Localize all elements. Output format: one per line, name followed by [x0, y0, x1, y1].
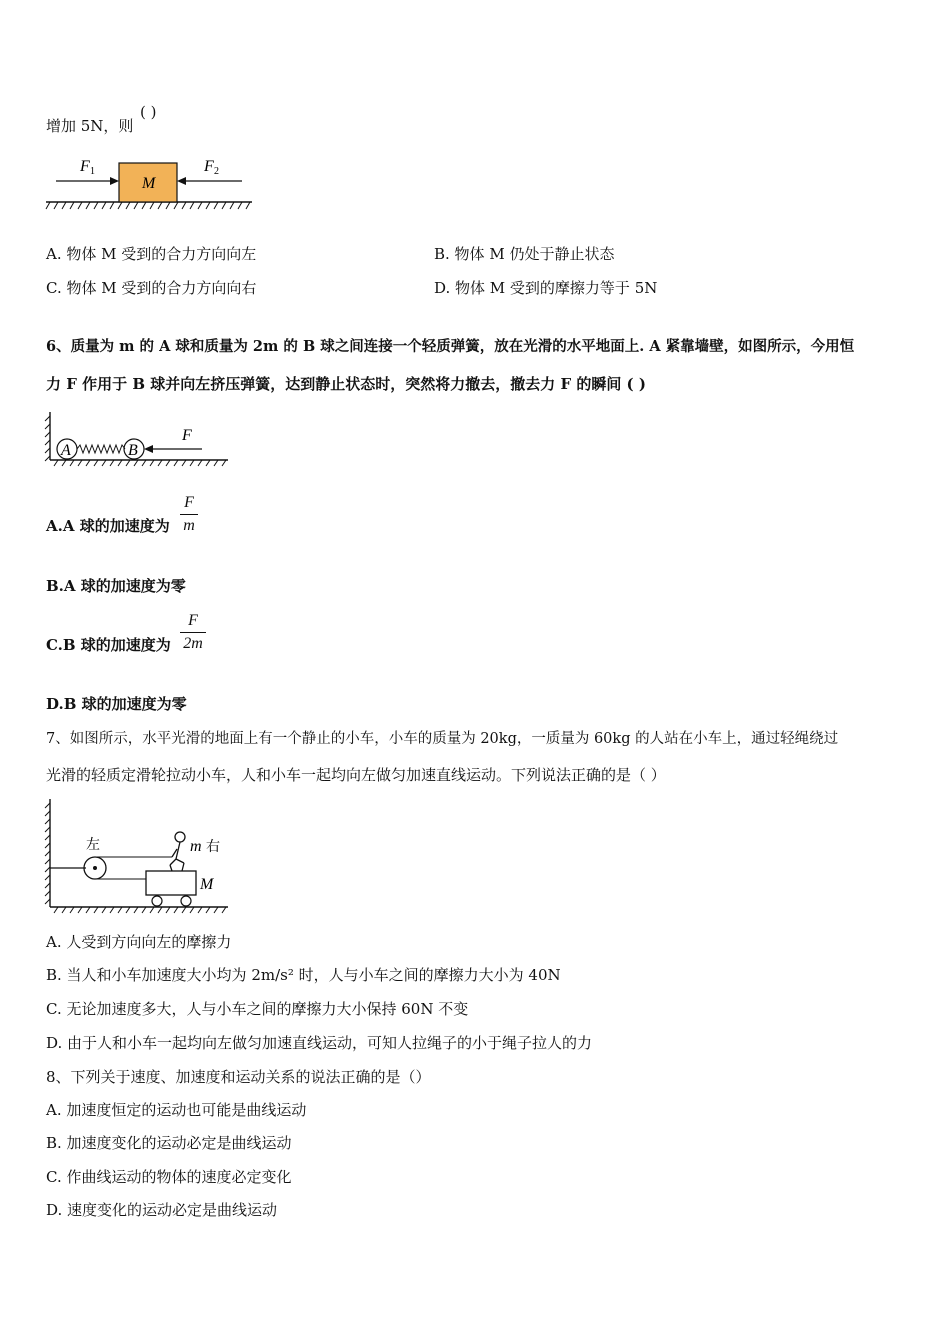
q7-pulley-figure: [44, 797, 234, 915]
q6-stem-line1: 6、质量为 m 的 A 球和质量为 2m 的 B 球之间连接一个轻质弹簧，放在光滑的水平地面上. A 紧靠墙壁，如图所示，今用恒: [46, 338, 855, 355]
q6-option-a-denominator: m: [183, 517, 195, 534]
q5-option-a: A. 物体 M 受到的合力方向向左: [46, 245, 257, 263]
q5-option-d: D. 物体 M 受到的摩擦力等于 5N: [434, 279, 658, 297]
force-f1-label: F: [80, 158, 90, 175]
q6-option-c-denominator: 2m: [183, 635, 203, 652]
label-right: 右: [206, 839, 220, 855]
q6-option-b: B.A 球的加速度为零: [46, 577, 186, 595]
person-m-label: m: [190, 838, 202, 855]
q6-option-c-numerator: F: [188, 612, 198, 629]
q6-option-c-fraction: [180, 612, 206, 653]
q5-option-b: B. 物体 M 仍处于静止状态: [434, 245, 615, 263]
cart-m-label: M: [200, 876, 214, 893]
force-f-label: F: [182, 427, 192, 444]
q5-answer-paren: ( ): [140, 103, 157, 121]
q8-option-d: D. 速度变化的运动必定是曲线运动: [46, 1201, 278, 1219]
q6-option-a-fraction: [180, 494, 198, 535]
q7-option-a: A. 人受到方向向左的摩擦力: [46, 933, 232, 951]
q6-option-a-numerator: F: [184, 494, 194, 511]
ball-a-label: A: [61, 442, 71, 459]
q6-stem-line2: 力 F 作用于 B 球并向左挤压弹簧，达到静止状态时，突然将力撤去，撤去力 F 的瞬间 ( ): [46, 375, 646, 393]
q7-stem-line2: 光滑的轻质定滑轮拉动小车，人和小车一起均向左做匀加速直线运动。下列说法正确的是（ ）: [46, 766, 666, 784]
q8-option-a: A. 加速度恒定的运动也可能是曲线运动: [46, 1101, 307, 1119]
q7-option-b: B. 当人和小车加速度大小均为 2m/s² 时，人与小车之间的摩擦力大小为 40N: [46, 966, 561, 984]
label-left: 左: [86, 837, 100, 853]
force-f2-subscript: 2: [214, 166, 219, 177]
q5-block-figure: [46, 155, 266, 215]
q8-stem: 8、下列关于速度、加速度和运动关系的说法正确的是（）: [46, 1068, 431, 1086]
q6-option-a: A.A 球的加速度为: [46, 517, 170, 535]
q5-option-c: C. 物体 M 受到的合力方向向右: [46, 279, 257, 297]
q6-option-d: D.B 球的加速度为零: [46, 695, 187, 713]
q8-option-b: B. 加速度变化的运动必定是曲线运动: [46, 1134, 292, 1152]
person-figure: [170, 832, 185, 871]
q7-stem-line1: 7、如图所示，水平光滑的地面上有一个静止的小车，小车的质量为 20kg，一质量为 60kg 的人站在小车上，通过轻绳绕过: [46, 731, 839, 747]
q7-option-d: D. 由于人和小车一起均向左做匀加速直线运动，可知人拉绳子的小于绳子拉人的力: [46, 1034, 593, 1052]
ball-b-label: B: [128, 442, 138, 459]
block-m-label: M: [142, 175, 156, 192]
q7-option-c: C. 无论加速度多大，人与小车之间的摩擦力大小保持 60N 不变: [46, 1000, 469, 1018]
cart-m: [146, 871, 196, 895]
q6-spring-figure: [44, 408, 234, 468]
q6-option-c: C.B 球的加速度为: [46, 636, 171, 654]
spring: [77, 445, 125, 453]
q5-stem-tail: 增加 5N，则: [46, 117, 134, 135]
force-f2-label: F: [204, 158, 214, 175]
force-f1-subscript: 1: [90, 166, 95, 177]
q8-option-c: C. 作曲线运动的物体的速度必定变化: [46, 1168, 292, 1186]
